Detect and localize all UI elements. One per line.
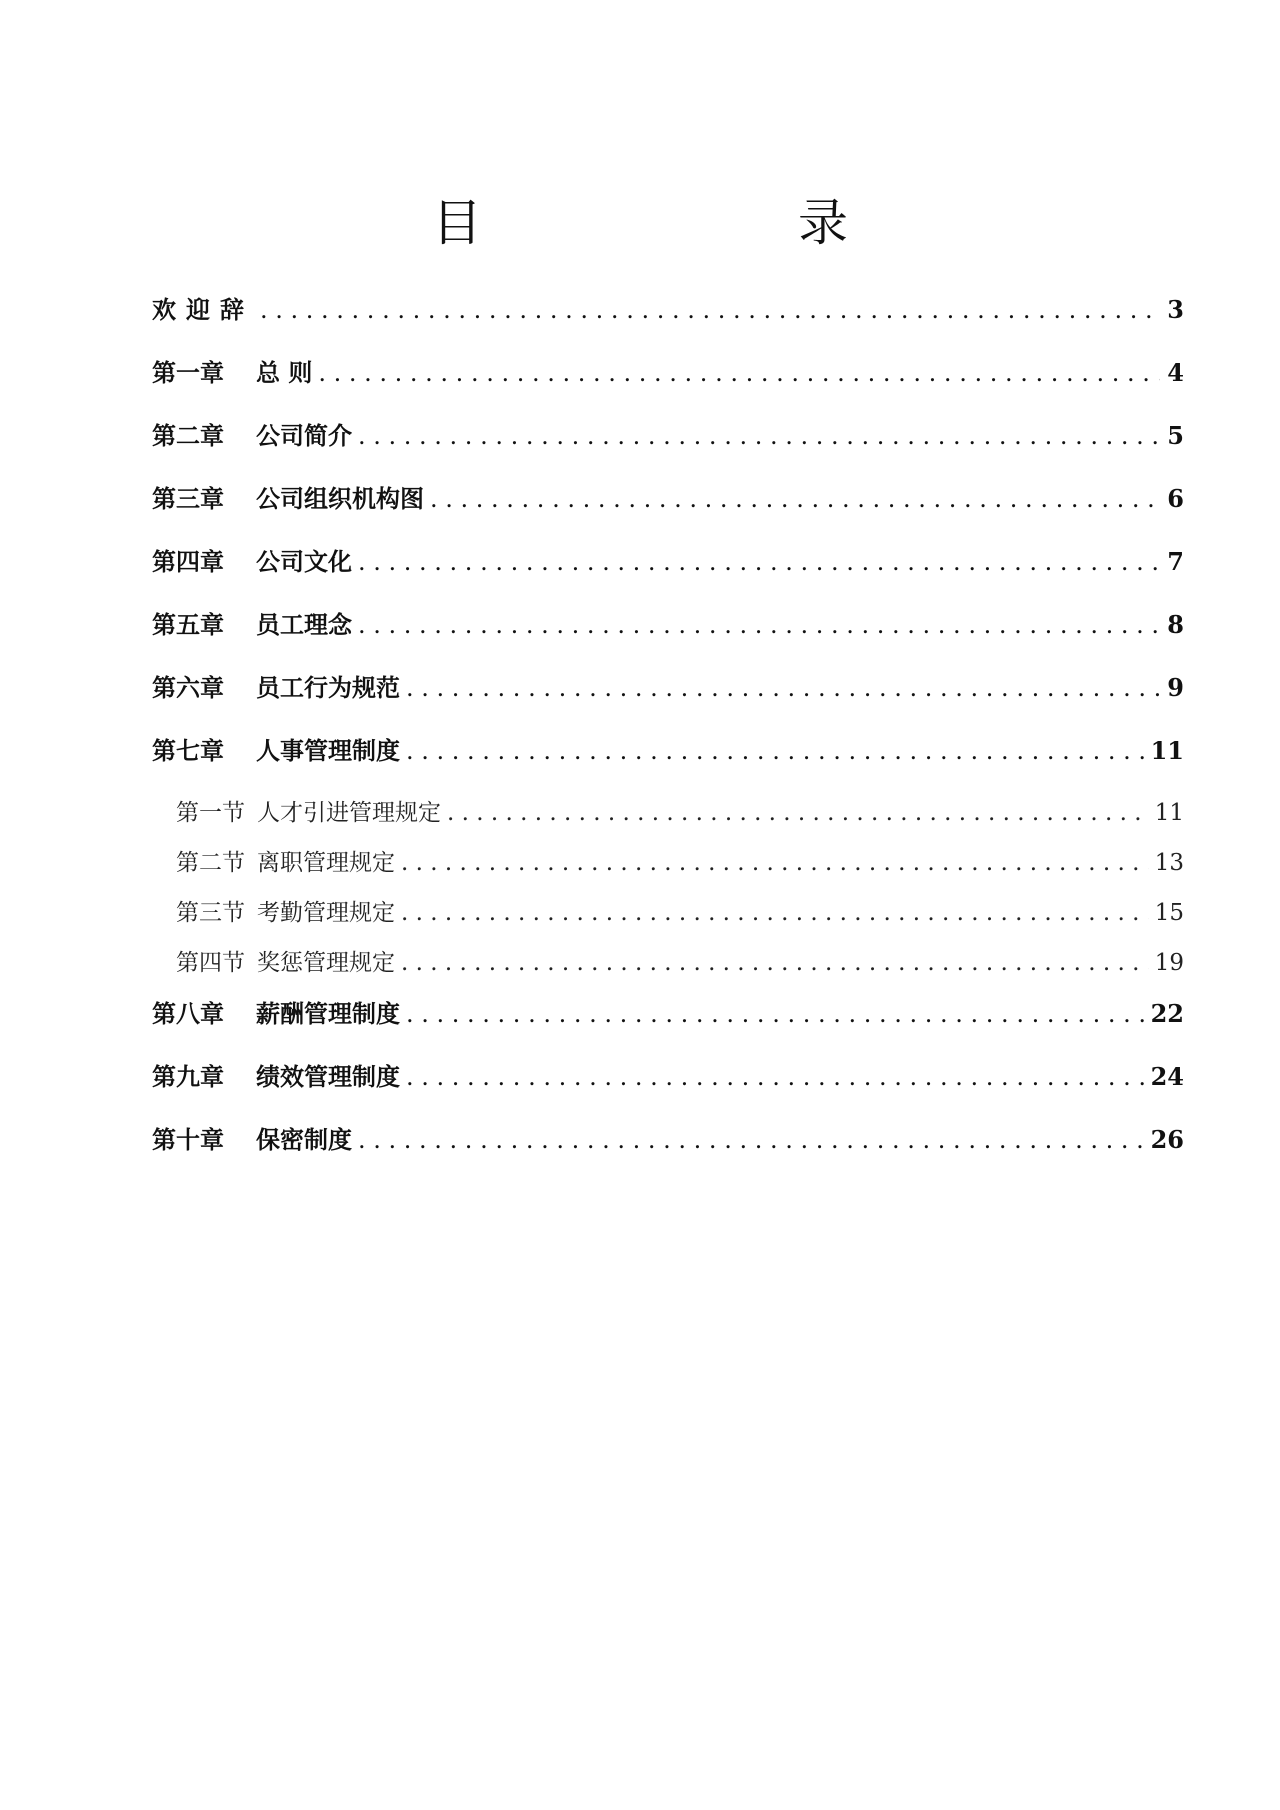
toc-entry-text: 考勤管理规定 [257,900,395,926]
toc-entry-number: 第一章 [152,358,224,387]
toc-entry-text: 人才引进管理规定 [257,800,441,826]
toc-dot-leader [406,1000,1145,1028]
toc-page-number: 5 [1167,421,1184,450]
toc-entry[interactable] [152,731,1184,794]
toc-entry-number: 第二章 [152,421,224,450]
toc-page-number: 22 [1150,999,1184,1028]
toc-entry-number: 第十章 [152,1125,224,1154]
toc-entry[interactable] [152,353,1184,416]
toc-entry-number: 第二节 [176,850,245,876]
toc-entry-label [152,542,352,577]
toc-entry-number: 第四章 [152,547,224,576]
toc-page-number: 11 [1150,736,1184,765]
toc-entry-label [152,668,400,703]
toc-entry-number: 第五章 [152,610,224,639]
toc-entry-text: 欢迎辞 [152,295,254,324]
toc-entry-number: 第一节 [176,800,245,826]
toc-entry-label [176,944,395,977]
toc-entry-text: 离职管理规定 [257,850,395,876]
toc-page-number: 13 [1154,850,1184,876]
toc-entry-number: 第三节 [176,900,245,926]
toc-entry-label [176,894,395,927]
toc-entry-label [152,994,400,1029]
toc-page-number: 19 [1154,950,1184,976]
toc-entry-number: 第八章 [152,999,224,1028]
toc-page-number: 11 [1154,800,1184,826]
toc-dot-leader [358,548,1160,576]
toc-entry-label [152,1057,400,1092]
toc-page-number: 8 [1167,610,1184,639]
toc-subentry[interactable] [152,844,1184,894]
toc-entry-text: 薪酬管理制度 [256,999,400,1028]
toc-dot-leader [358,422,1160,450]
toc-subentry[interactable] [152,794,1184,844]
toc-entry-label [152,479,424,514]
toc-subentry[interactable] [152,894,1184,944]
toc-entry-number: 第三章 [152,484,224,513]
toc-entry-label [176,844,395,877]
toc-entry-text: 公司组织机构图 [256,484,424,513]
toc-entry[interactable] [152,416,1184,479]
toc-entry-text: 员工行为规范 [256,673,400,702]
toc-entry[interactable] [152,542,1184,605]
toc-dot-leader [447,800,1149,826]
toc-entry-number: 第九章 [152,1062,224,1091]
toc-entry[interactable] [152,1120,1184,1183]
toc-page-number: 7 [1167,547,1184,576]
toc-page-number: 9 [1167,673,1184,702]
toc-entry[interactable] [152,290,1184,353]
toc-entry[interactable] [152,605,1184,668]
toc-entry-number: 第四节 [176,950,245,976]
toc-entry[interactable] [152,479,1184,542]
toc-list [152,290,1184,1183]
toc-entry[interactable] [152,668,1184,731]
toc-dot-leader [318,359,1160,387]
toc-dot-leader [401,850,1149,876]
toc-page-number: 6 [1167,484,1184,513]
toc-entry-label [152,1120,352,1155]
toc-page-number: 24 [1150,1062,1184,1091]
toc-entry-number: 第七章 [152,736,224,765]
toc-dot-leader [406,737,1145,765]
toc-dot-leader [401,900,1149,926]
toc-subentry[interactable] [152,944,1184,994]
toc-page-number: 4 [1167,358,1184,387]
toc-page-number: 3 [1167,295,1184,324]
toc-entry-label [152,605,352,640]
toc-page-number: 26 [1150,1125,1184,1154]
toc-entry-label [152,290,254,325]
toc-entry-number: 第六章 [152,673,224,702]
toc-dot-leader [401,950,1149,976]
toc-entry-text: 奖惩管理规定 [257,950,395,976]
toc-entry-text: 总 则 [256,358,313,387]
toc-entry-label [152,353,312,388]
toc-dot-leader [430,485,1160,513]
toc-entry-text: 公司文化 [256,547,352,576]
toc-dot-leader [358,611,1160,639]
toc-entry[interactable] [152,1057,1184,1120]
toc-entry-text: 保密制度 [256,1125,352,1154]
toc-entry[interactable] [152,994,1184,1057]
toc-title: 目 录 [432,193,920,252]
toc-entry-text: 绩效管理制度 [256,1062,400,1091]
toc-dot-leader [260,296,1160,324]
toc-page-number: 15 [1154,900,1184,926]
toc-entry-label [176,794,441,827]
toc-entry-text: 人事管理制度 [256,736,400,765]
toc-dot-leader [406,674,1160,702]
toc-dot-leader [406,1063,1145,1091]
toc-entry-label [152,416,352,451]
toc-dot-leader [358,1126,1145,1154]
toc-entry-text: 公司简介 [256,421,352,450]
toc-entry-label [152,731,400,766]
toc-entry-text: 员工理念 [256,610,352,639]
